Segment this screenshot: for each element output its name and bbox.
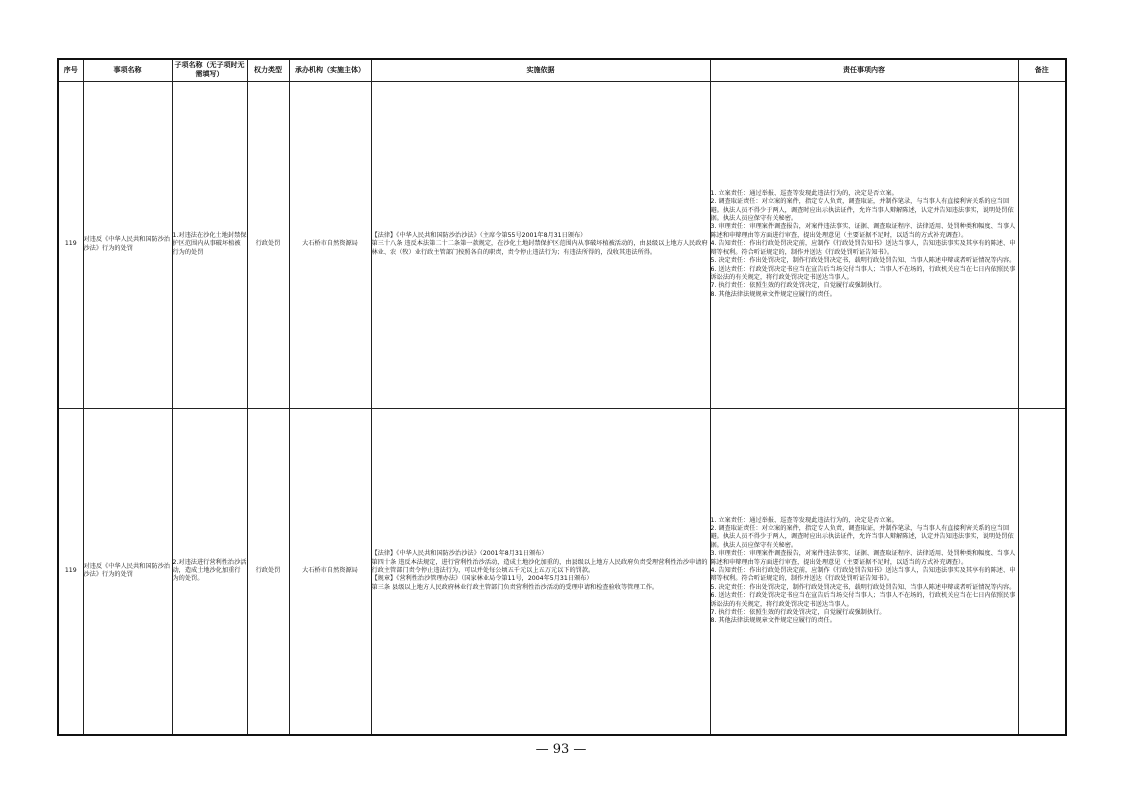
duty-paragraph: 6. 送达责任：行政处罚决定书应当在宣告后当场交付当事人；当事人不在场的，行政机关应当在七日内依照民事诉讼法的有关规定，将行政处罚决定书送达当事人。 bbox=[710, 592, 1016, 608]
duty-paragraph: 1. 立案责任：通过举报、巡查等发现此违法行为的，决定是否立案。 bbox=[710, 516, 898, 524]
table-row bbox=[58, 81, 1066, 408]
basis-paragraph: 第四十条 违反本法规定，进行营利性治沙活动，造成土地沙化加重的，由县级以上地方人民政府负责受理营利性治沙申请的行政主管部门责令停止违法行为，可以并处每公顷五千元以上五万元以下的罚款。 bbox=[371, 558, 708, 575]
basis-paragraph: 【法律】《中华人民共和国防沙治沙法》（2001年8月31日颁布） bbox=[371, 550, 548, 558]
cell-item-name: 对违反《中华人民共和国防沙治沙法》行为的处罚 bbox=[83, 408, 172, 735]
duty-paragraph: 7. 执行责任：依照生效的行政处罚决定，自觉履行或强制执行。 bbox=[710, 609, 886, 617]
duty-paragraph: 3. 审理责任：审理案件调查报告，对案件违法事实、证据、调查取证程序、法律适用、处罚种类和幅度、当事人陈述和申辩理由等方面进行审查，提出处理意见（主要证据不足时，以适当的方式补充调查）。 bbox=[710, 550, 1016, 566]
header-power-type: 权力类型 bbox=[247, 59, 289, 81]
duty-paragraph: 6. 送达责任：行政处罚决定书应当在宣告后当场交付当事人；当事人不在场的，行政机关应当在七日内依照民事诉讼法的有关规定，将行政处罚决定书送达当事人。 bbox=[710, 265, 1016, 281]
cell-sub-item: 1.对违法在沙化土地封禁保护区范围内从事破坏植被行为的处罚 bbox=[172, 81, 247, 408]
table-header-row bbox=[58, 59, 1066, 81]
cell-remark bbox=[1018, 408, 1066, 735]
cell-seq: 119 bbox=[58, 81, 83, 408]
header-remark: 备注 bbox=[1018, 59, 1066, 81]
duty-paragraph: 5. 决定责任：作出处罚决定，制作行政处罚决定书，载明行政处罚告知、当事人陈述申辩或者听证情况等内容。 bbox=[710, 583, 1016, 591]
duty-paragraph: 8. 其他法律法规规章文件规定应履行的责任。 bbox=[710, 617, 836, 625]
header-item-name: 事项名称 bbox=[83, 59, 172, 81]
cell-org: 大石桥市自然资源局 bbox=[289, 81, 371, 408]
header-seq: 序号 bbox=[58, 59, 83, 81]
cell-seq: 119 bbox=[58, 408, 83, 735]
basis-paragraph: 第三十八条 违反本法第二十二条第一款规定，在沙化土地封禁保护区范围内从事破坏植被活动的，由县级以上地方人民政府林业、农（牧）业行政主管部门按照各自的职责，责令停止违法行为；有违法所得的，没收其违法所得。 bbox=[371, 240, 708, 256]
duty-paragraph: 8. 其他法律法规规章文件规定应履行的责任。 bbox=[710, 290, 836, 298]
duty-paragraph: 2. 调查取证责任：对立案的案件，指定专人负责，调查取证，并制作笔录，与当事人有直接利害关系的应当回避。执法人员不得少于两人，调查时应出示执法证件，允许当事人辩解陈述，认定并告知违法事实，说明处罚依据。执法人员应保守有关秘密。 bbox=[710, 525, 1014, 549]
basis-paragraph: 【法律】《中华人民共和国防沙治沙法》（主席令第55号2001年8月31日颁布） bbox=[371, 231, 587, 239]
duty-paragraph: 4. 告知责任：作出行政处罚决定前，应制作《行政处罚告知书》送达当事人，告知违法事实及其享有的陈述、申辩等权利。符合听证规定的，制作并送达《行政处罚听证告知书》。 bbox=[710, 240, 1016, 256]
duty-paragraph: 3. 审理责任：审理案件调查报告，对案件违法事实、证据、调查取证程序、法律适用、处罚种类和幅度、当事人陈述和申辩理由等方面进行审查，提出处理意见（主要证据不足时，以适当的方式补充调查）。 bbox=[710, 223, 1016, 239]
basis-paragraph: 【规章】《营利性治沙管理办法》（国家林业局令第11号，2004年5月31日颁布） bbox=[371, 575, 593, 583]
page-number: — 93 — bbox=[535, 742, 587, 757]
cell-duty bbox=[710, 81, 1018, 408]
cell-basis bbox=[371, 81, 710, 408]
duty-paragraph: 7. 执行责任：依照生效的行政处罚决定，自觉履行或强制执行。 bbox=[710, 282, 886, 290]
cell-power-type: 行政处罚 bbox=[247, 81, 289, 408]
basis-paragraph: 第三条 县级以上地方人民政府林业行政主管部门负责营利性治沙活动的受理申请和检查验收等管理工作。 bbox=[371, 583, 659, 591]
cell-org: 大石桥市自然资源局 bbox=[289, 408, 371, 735]
cell-sub-item: 2.对违法进行营利性治沙活动，造成土地沙化加重行为的处罚。 bbox=[172, 408, 247, 735]
header-sub-item: 子项名称（无子项时无需填写） bbox=[172, 59, 247, 81]
duty-paragraph: 1. 立案责任：通过举报、巡查等发现此违法行为的，决定是否立案。 bbox=[710, 189, 898, 197]
power-list-table bbox=[57, 58, 1067, 736]
duty-paragraph: 5. 决定责任：作出处罚决定，制作行政处罚决定书，载明行政处罚告知、当事人陈述申辩或者听证情况等内容。 bbox=[710, 257, 1016, 265]
cell-item-name: 对违反《中华人民共和国防沙治沙法》行为的处罚 bbox=[83, 81, 172, 408]
table-row bbox=[58, 408, 1066, 735]
header-basis: 实施依据 bbox=[371, 59, 710, 81]
duty-paragraph: 4. 告知责任：作出行政处罚决定前，应制作《行政处罚告知书》送达当事人，告知违法事实及其享有的陈述、申辩等权利。符合听证规定的，制作并送达《行政处罚听证告知书》。 bbox=[710, 567, 1016, 583]
cell-basis bbox=[371, 408, 710, 735]
duty-paragraph: 2. 调查取证责任：对立案的案件，指定专人负责，调查取证，并制作笔录，与当事人有直接利害关系的应当回避。执法人员不得少于两人，调查时应出示执法证件，允许当事人辩解陈述，认定并告知违法事实，说明处罚依据。执法人员应保守有关秘密。 bbox=[710, 198, 1014, 223]
header-duty: 责任事项内容 bbox=[710, 59, 1018, 81]
cell-power-type: 行政处罚 bbox=[247, 408, 289, 735]
cell-duty bbox=[710, 408, 1018, 735]
header-org: 承办机构（实施主体） bbox=[289, 59, 371, 81]
cell-remark bbox=[1018, 81, 1066, 408]
